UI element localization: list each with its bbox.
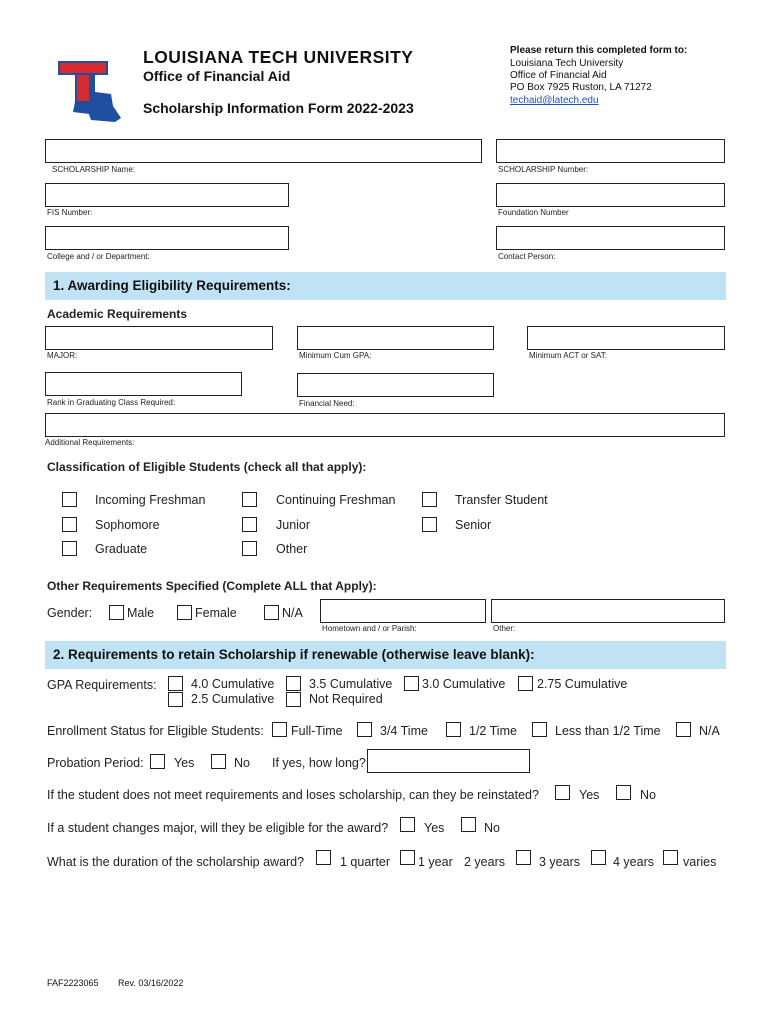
scholarship-name-field[interactable] [45, 139, 482, 163]
foundation-number-label: Foundation Number [498, 208, 569, 217]
office-name: Office of Financial Aid [143, 68, 291, 84]
gender-na-label: N/A [282, 606, 303, 620]
scholarship-number-label: SCHOLARSHIP Number: [498, 165, 589, 174]
section2-title: 2. Requirements to retain Scholarship if renewable (otherwise leave blank): [53, 647, 535, 662]
other-requirement-field[interactable] [491, 599, 725, 623]
half-time-checkbox[interactable] [446, 722, 461, 737]
min-gpa-label: Minimum Cum GPA: [299, 351, 372, 360]
graduate-checkbox[interactable] [62, 541, 77, 556]
gpa-3-checkbox[interactable] [404, 676, 419, 691]
full-time-checkbox[interactable] [272, 722, 287, 737]
reinstate-yes-label: Yes [579, 788, 600, 802]
major-change-yes-label: Yes [424, 821, 445, 835]
major-label: MAJOR: [47, 351, 78, 360]
incoming-freshman-checkbox[interactable] [62, 492, 77, 507]
gpa-2-75-label: 2.75 Cumulative [537, 677, 628, 691]
gpa-3-label: 3.0 Cumulative [422, 677, 506, 691]
section1-title: 1. Awarding Eligibility Requirements: [53, 278, 291, 293]
revision-date: Rev. 03/16/2022 [118, 978, 184, 988]
return-line: PO Box 7925 Ruston, LA 71272 [510, 82, 652, 93]
financial-need-field[interactable] [297, 373, 494, 397]
hometown-field[interactable] [320, 599, 486, 623]
continuing-freshman-checkbox[interactable] [242, 492, 257, 507]
contact-person-field[interactable] [496, 226, 725, 250]
duration-4-years-label: 4 years [613, 855, 654, 869]
gpa-4-label: 4.0 Cumulative [191, 677, 275, 691]
contact-person-label: Contact Person: [498, 252, 556, 261]
section1-header [45, 272, 726, 300]
major-change-no-label: No [484, 821, 500, 835]
additional-requirements-field[interactable] [45, 413, 725, 437]
reinstate-question: If the student does not meet requirements and loses scholarship, can they be reinstated? [47, 788, 539, 802]
other-requirements-heading: Other Requirements Specified (Complete ALL that Apply): [47, 579, 377, 593]
duration-1-year-label: 1 year [418, 855, 453, 869]
duration-4-years-checkbox[interactable] [663, 850, 678, 865]
college-label: College and / or Department: [47, 252, 150, 261]
fis-number-field[interactable] [45, 183, 289, 207]
three-quarter-time-checkbox[interactable] [357, 722, 372, 737]
form-title: Scholarship Information Form 2022-2023 [143, 100, 414, 116]
other-requirement-label: Other: [493, 624, 516, 633]
email-link[interactable]: techaid@latech.edu [510, 95, 599, 106]
reinstate-no-checkbox[interactable] [616, 785, 631, 800]
major-change-no-checkbox[interactable] [461, 817, 476, 832]
probation-no-label: No [234, 756, 250, 770]
reinstate-no-label: No [640, 788, 656, 802]
junior-checkbox[interactable] [242, 517, 257, 532]
gpa-3-5-label: 3.5 Cumulative [309, 677, 393, 691]
min-act-field[interactable] [527, 326, 725, 350]
duration-1-year-checkbox[interactable] [400, 850, 415, 865]
duration-3-years-label: 3 years [539, 855, 580, 869]
min-gpa-field[interactable] [297, 326, 494, 350]
gpa-not-required-checkbox[interactable] [286, 692, 301, 707]
duration-varies-label: varies [683, 855, 717, 869]
gender-na-checkbox[interactable] [264, 605, 279, 620]
college-field[interactable] [45, 226, 289, 250]
rank-label: Rank in Graduating Class Required: [47, 398, 176, 407]
scholarship-name-label: SCHOLARSHIP Name: [52, 165, 135, 174]
sophomore-checkbox[interactable] [62, 517, 77, 532]
senior-checkbox[interactable] [422, 517, 437, 532]
duration-1-quarter-label: 1 quarter [340, 855, 391, 869]
reinstate-yes-checkbox[interactable] [555, 785, 570, 800]
other-classification-checkbox[interactable] [242, 541, 257, 556]
major-change-yes-checkbox[interactable] [400, 817, 415, 832]
gpa-2-75-checkbox[interactable] [518, 676, 533, 691]
probation-label: Probation Period: [47, 756, 144, 770]
hometown-label: Hometown and / or Parish: [322, 624, 417, 633]
foundation-number-field[interactable] [496, 183, 725, 207]
duration-question: What is the duration of the scholarship award? [47, 855, 305, 869]
half-time-label: 1/2 Time [469, 724, 517, 738]
senior-label: Senior [455, 518, 492, 532]
incoming-freshman-label: Incoming Freshman [95, 493, 206, 507]
scholarship-number-field[interactable] [496, 139, 725, 163]
university-name: LOUISIANA TECH UNIVERSITY [143, 47, 414, 67]
return-line: Louisiana Tech University [510, 58, 624, 69]
university-logo [55, 58, 127, 126]
major-field[interactable] [45, 326, 273, 350]
rank-field[interactable] [45, 372, 242, 396]
three-quarter-time-label: 3/4 Time [380, 724, 428, 738]
gpa-not-required-label: Not Required [309, 692, 383, 706]
duration-1-quarter-checkbox[interactable] [316, 850, 331, 865]
less-than-half-label: Less than 1/2 Time [555, 724, 661, 738]
gpa-requirements-label: GPA Requirements: [47, 678, 157, 692]
gpa-3-5-checkbox[interactable] [286, 676, 301, 691]
form-code: FAF2223065 [47, 978, 99, 988]
less-than-half-checkbox[interactable] [532, 722, 547, 737]
financial-need-label: Financial Need: [299, 399, 355, 408]
other-classification-label: Other [276, 542, 308, 556]
duration-3-years-checkbox[interactable] [591, 850, 606, 865]
gpa-4-checkbox[interactable] [168, 676, 183, 691]
return-line: Office of Financial Aid [510, 70, 607, 81]
probation-yes-label: Yes [174, 756, 195, 770]
how-long-label: If yes, how long? [272, 756, 366, 770]
min-act-label: Minimum ACT or SAT: [529, 351, 607, 360]
major-change-question: If a student changes major, will they be eligible for the award? [47, 821, 389, 835]
junior-label: Junior [276, 518, 311, 532]
sophomore-label: Sophomore [95, 518, 160, 532]
fis-number-label: FIS Number: [47, 208, 93, 217]
female-checkbox[interactable] [177, 605, 192, 620]
graduate-label: Graduate [95, 542, 148, 556]
male-label: Male [127, 606, 155, 620]
duration-2-years-label: 2 years [464, 855, 505, 869]
enrollment-label: Enrollment Status for Eligible Students: [47, 724, 264, 738]
female-label: Female [195, 606, 237, 620]
duration-2-years-checkbox[interactable] [516, 850, 531, 865]
gpa-2-5-checkbox[interactable] [168, 692, 183, 707]
enrollment-na-label: N/A [699, 724, 720, 738]
male-checkbox[interactable] [109, 605, 124, 620]
gpa-2-5-label: 2.5 Cumulative [191, 692, 275, 706]
section2-header [45, 641, 726, 669]
continuing-freshman-label: Continuing Freshman [276, 493, 396, 507]
gender-label: Gender: [47, 606, 93, 620]
transfer-student-checkbox[interactable] [422, 492, 437, 507]
how-long-field[interactable] [367, 749, 530, 773]
enrollment-na-checkbox[interactable] [676, 722, 691, 737]
academic-heading: Academic Requirements [47, 307, 188, 321]
probation-no-checkbox[interactable] [211, 754, 226, 769]
probation-yes-checkbox[interactable] [150, 754, 165, 769]
full-time-label: Full-Time [291, 724, 343, 738]
classification-heading: Classification of Eligible Students (check all that apply): [47, 460, 367, 474]
transfer-student-label: Transfer Student [455, 493, 548, 507]
return-heading: Please return this completed form to: [510, 45, 688, 56]
additional-requirements-label: Additional Requirements: [45, 438, 135, 447]
